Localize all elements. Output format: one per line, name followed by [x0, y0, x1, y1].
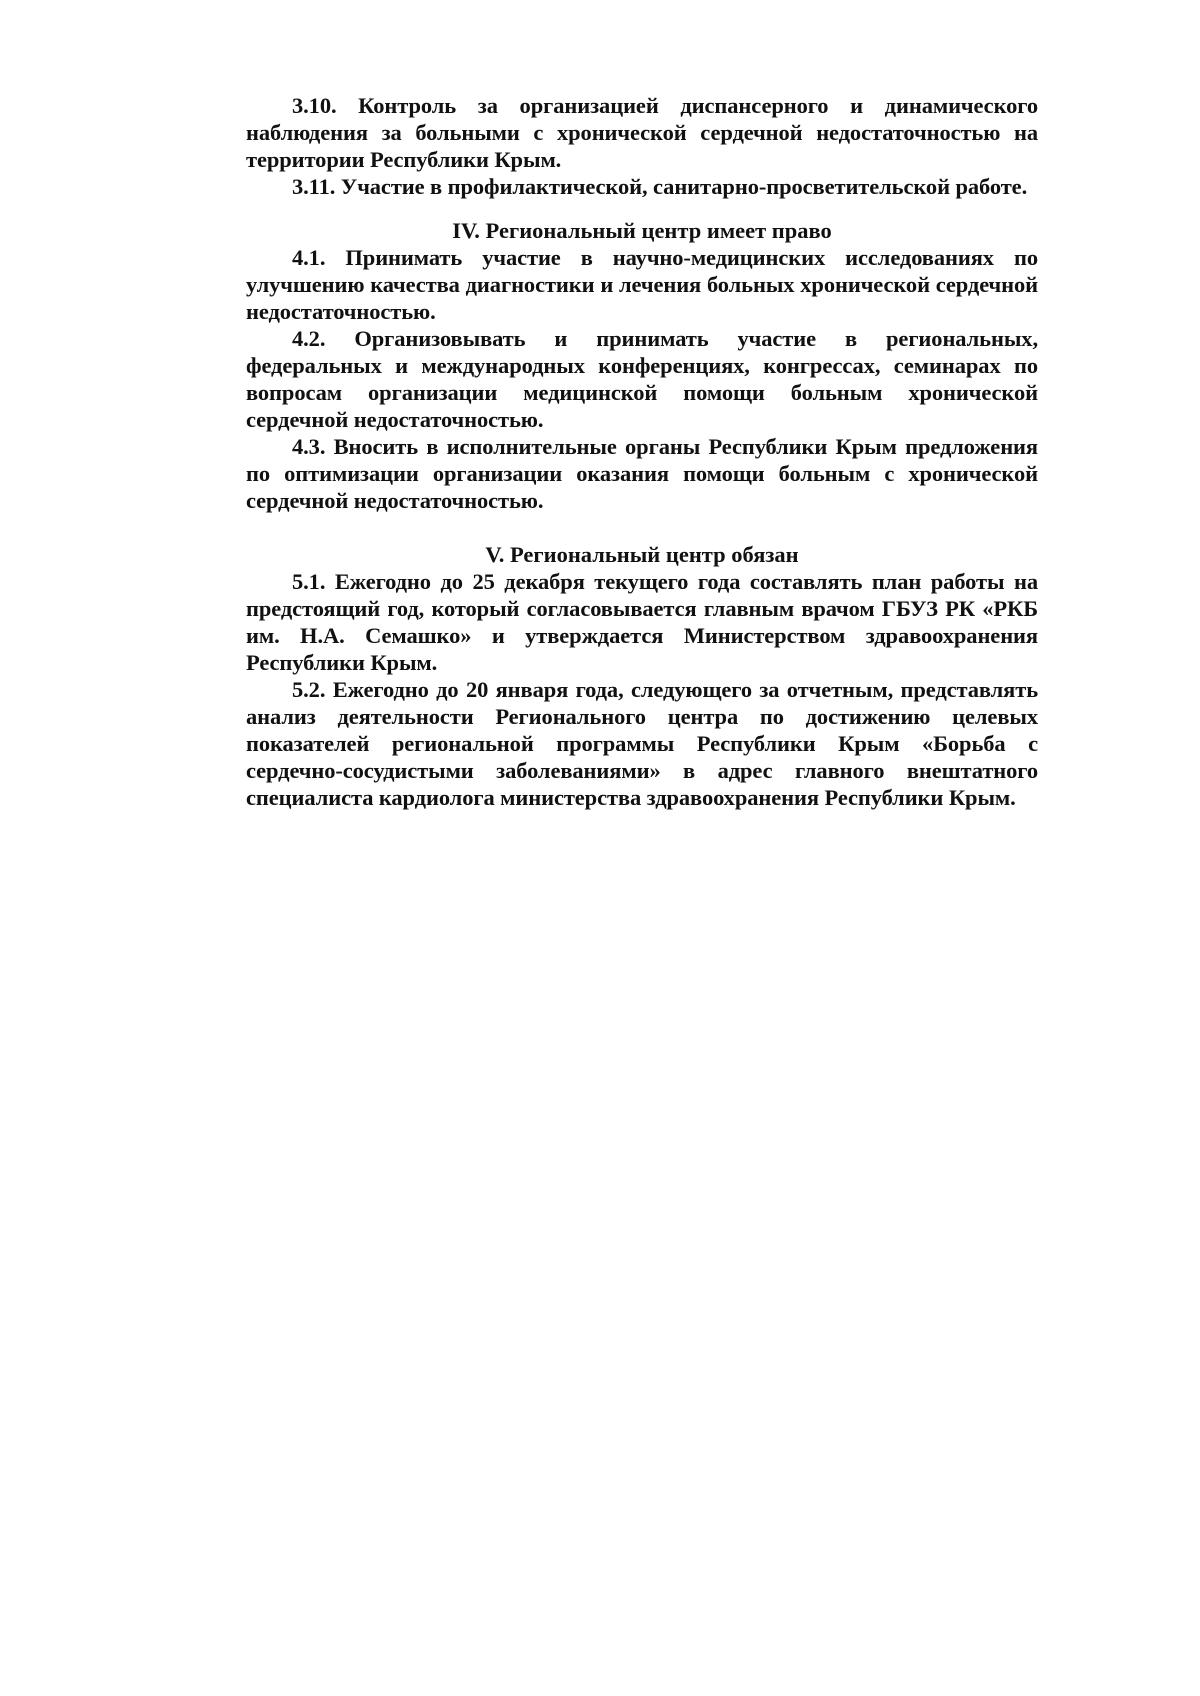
- section-4-heading: IV. Региональный центр имеет право: [452, 218, 832, 243]
- paragraph-4-3: 4.3. Вносить в исполнительные органы Республики Крым предложения по оптимизации организации оказания помощи больным с хронической сердечной недостаточностью.: [246, 434, 1038, 513]
- paragraph-5-2: 5.2. Ежегодно до 20 января года, следующего за отчетным, представлять анализ деятельности Регионального центра по достижению целевых показателей региональной программы Республики Крым «Борьба с сердечно-сосудистыми заболеваниями» в адрес главного внештатного специалиста кардиолога министерства здравоохранения Республики Крым.: [246, 677, 1038, 810]
- section-5-heading: V. Региональный центр обязан: [485, 542, 799, 567]
- document-body: [246, 92, 1038, 811]
- paragraph-3-11: 3.11. Участие в профилактической, санитарно-просветительской работе.: [292, 174, 1028, 199]
- paragraph-3-10: 3.10. Контроль за организацией диспансерного и динамического наблюдения за больными с хронической сердечной недостаточностью на территории Республики Крым.: [246, 93, 1038, 172]
- paragraph-4-2: 4.2. Организовывать и принимать участие в региональных, федеральных и международных конференциях, конгрессах, семинарах по вопросам организации медицинской помощи больным хронической сердечной недостаточностью.: [246, 326, 1038, 432]
- paragraph-5-1: 5.1. Ежегодно до 25 декабря текущего года составлять план работы на предстоящий год, который согласовывается главным врачом ГБУЗ РК «РКБ им. Н.А. Семашко» и утверждается Министерством здравоохранения Республики Крым.: [246, 569, 1038, 675]
- paragraph-4-1: 4.1. Принимать участие в научно-медицинских исследованиях по улучшению качества диагностики и лечения больных хронической сердечной недостаточностью.: [246, 245, 1038, 324]
